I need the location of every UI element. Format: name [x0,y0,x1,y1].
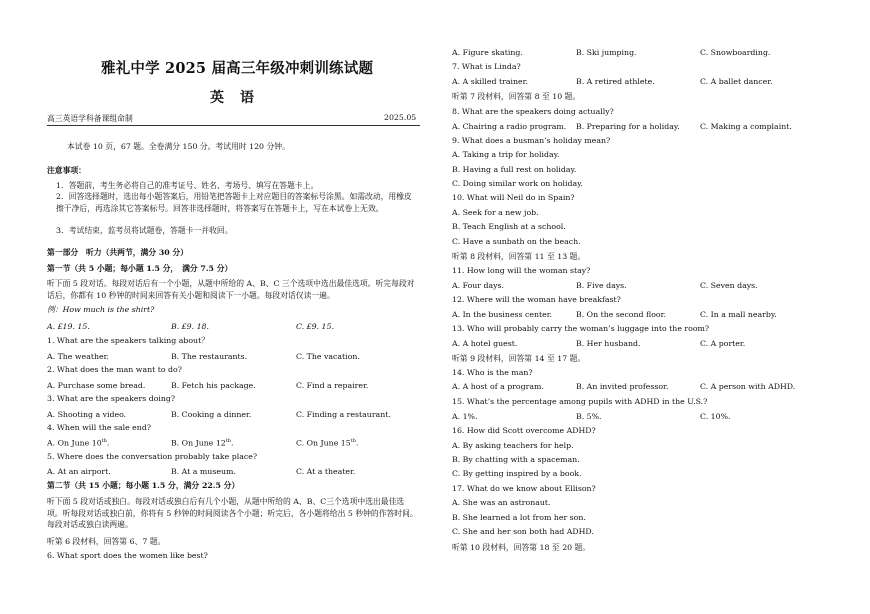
question-6: 6. What sport does the women like best? [47,551,208,560]
q10-option-a: A. Seek for a new job. [452,208,539,217]
q7-option-b: B. A retired athlete. [576,77,655,86]
question-10: 10. What will Neil do in Spain? [452,193,575,202]
q9-option-b: B. Having a full rest on holiday. [452,165,577,174]
prep-group: 高三英语学科备课组命制 [47,114,133,123]
q3-option-a: A. Shooting a video. [47,410,127,419]
example-label: 例： [47,305,63,314]
q4-option-a-sup: th [101,438,107,444]
question-13: 13. Who will probably carry the woman’s luggage into the room? [452,324,710,333]
q14-option-b: B. An invited professor. [576,382,669,391]
intro-text: 本试卷 10 页，67 题。全卷满分 150 分。考试用时 120 分钟。 [67,142,290,151]
q10-option-c: C. Have a sunbath on the beach. [452,237,581,246]
q5-option-b: B. At a museum. [171,467,236,476]
question-5: 5. Where does the conversation probably take place? [47,452,258,461]
q4-option-b-text: B. On June 12 [171,438,226,448]
part1-title: 第一部分 听力（共两节，满分 30 分） [47,248,189,257]
question-2: 2. What does the man want to do? [47,365,182,374]
instruction-10: 听第 10 段材料，回答第 18 至 20 题。 [452,543,591,552]
q2-option-b: B. Fetch his package. [171,381,256,390]
instruction-6: 听第 6 段材料，回答第 6、7 题。 [47,537,166,546]
q5-option-c: C. At a theater. [296,467,356,476]
q3-option-b: B. Cooking a dinner. [171,410,252,419]
q6-option-c: C. Snowboarding. [700,48,771,57]
q4-option-c-text: C. On June 15 [296,438,351,448]
question-17: 17. What do we know about Ellison? [452,484,596,493]
q2-option-a: A. Purchase some bread. [47,381,146,390]
q1-option-c: C. The vacation. [296,352,360,361]
q4-option-c [296,438,358,448]
q6-option-a: A. Figure skating. [452,48,523,57]
q12-option-c: C. In a mall nearby. [700,310,777,319]
q10-option-b: B. Teach English at a school. [452,222,566,231]
q16-option-c: C. By getting inspired by a book. [452,469,582,478]
example-question [47,303,154,318]
q4-option-a-text: A. On June 10 [47,438,102,448]
q16-option-b: B. By chatting with a spaceman. [452,455,580,464]
notice-item-1: 1．答题前，考生务必将自己的准考证号、姓名、考场号、填写在答题卡上。 [56,181,319,190]
q4-option-b-tail: . [231,438,234,448]
question-8: 8. What are the speakers doing actually? [452,107,614,116]
q9-option-a: A. Taking a trip for holiday. [452,150,560,159]
q3-option-c: C. Finding a restaurant. [296,410,391,419]
question-15: 15. What’s the percentage among pupils with ADHD in the U.S.? [452,397,708,406]
q4-option-b [171,438,233,448]
question-12: 12. Where will the woman have breakfast? [452,295,621,304]
header-rule [47,125,420,126]
question-11: 11. How long will the woman stay? [452,266,591,275]
q12-option-b: B. On the second floor. [576,310,666,319]
example-option-c: C. £9. 15. [296,322,334,331]
q15-option-a: A. 1%. [452,412,478,421]
q7-option-a: A. A skilled trainer. [452,77,528,86]
q8-option-c: C. Making a complaint. [700,122,792,131]
instruction-8: 听第 8 段材料，回答第 11 至 13 题。 [452,252,586,261]
q6-option-b: B. Ski jumping. [576,48,637,57]
notice-item-2: 2．回答选择题时，选出每小题答案后，用铅笔把答题卡上对应题目的答案标号涂黑。如需改动，用橡皮擦干净后，再选涂其它答案标号。回答非选择题时，将答案写在答题卡上，写在本试卷上无效。 [56,192,412,213]
section2-instructions: 听下面 5 段对话或独白。每段对话或独白后有几个小题，从题中所给的 A、B、C三个选项中选出最佳选项。听每段对话或独白前，你将有 5 秒钟的时间阅读各个小题；听完后，各小题将给出 5 秒钟的作答时间。每段对话或独白读两遍。 [47,497,418,529]
q4-option-c-sup: th [350,438,356,444]
section2-title: 第二节（共 15 小题；每小题 1.5 分，满分 22.5 分） [47,481,240,490]
instruction-9: 听第 9 段材料，回答第 14 至 17 题。 [452,354,586,363]
q14-option-a: A. A host of a program. [452,382,544,391]
q4-option-b-sup: th [225,438,231,444]
q1-option-a: A. The weather. [47,352,109,361]
exam-title: 雅礼中学 2025 届高三年级冲刺训练试题 [101,60,374,77]
question-16: 16. How did Scott overcome ADHD? [452,426,596,435]
q12-option-a: A. In the business center. [452,310,553,319]
q5-option-a: A. At an airport. [47,467,111,476]
q7-option-c: C. A ballet dancer. [700,77,773,86]
q15-option-b: B. 5%. [576,412,602,421]
q17-option-a: A. She was an astronaut. [452,498,551,507]
exam-date: 2025.05 [384,113,417,122]
q1-option-b: B. The restaurants. [171,352,248,361]
q17-option-b: B. She learned a lot from her son. [452,513,586,522]
section1-title: 第一节（共 5 小题；每小题 1.5 分， 满分 7.5 分） [47,264,233,273]
q14-option-c: C. A person with ADHD. [700,382,796,391]
notice-title: 注意事项： [47,166,86,175]
instruction-7: 听第 7 段材料，回答第 8 至 10 题。 [452,92,581,101]
q16-option-a: A. By asking teachers for help. [452,441,574,450]
example-option-b: B. £9. 18. [171,322,209,331]
q11-option-a: A. Four days. [452,281,505,290]
q2-option-c: C. Find a repairer. [296,381,369,390]
q11-option-c: C. Seven days. [700,281,758,290]
section1-instructions: 听下面 5 段对话。每段对话后有一个小题，从题中所给的 A、B、C 三个选项中选出最佳选项。听完每段对话后，你都有 10 秒钟的时间来回答有关小题和阅读下一小题。每段对话仅读一遍。 [47,279,415,300]
question-1: 1. What are the speakers talking about？ [47,336,209,345]
question-7: 7. What is Linda? [452,62,521,71]
q15-option-c: C. 10%. [700,412,731,421]
question-4: 4. When will the sale end? [47,423,151,432]
q4-option-a-tail: . [106,438,110,448]
q13-option-c: C. A porter. [700,339,746,348]
q8-option-a: A. Chairing a radio program. [452,122,567,131]
example-option-a: A. £19. 15. [47,322,90,331]
q8-option-b: B. Preparing for a holiday. [576,122,680,131]
q9-option-c: C. Doing similar work on holiday. [452,179,583,188]
q13-option-a: A. A hotel guest. [452,339,518,348]
q13-option-b: B. Her husband. [576,339,641,348]
question-14: 14. Who is the man? [452,368,533,377]
q11-option-b: B. Five days. [576,281,627,290]
exam-subject: 英语 [210,90,270,106]
q17-option-c: C. She and her son both had ADHD. [452,527,594,536]
example-text: How much is the shirt? [62,305,155,314]
q4-option-c-tail: . [355,438,359,448]
question-9: 9. What does a busman’s holiday mean? [452,136,611,145]
notice-item-3: 3．考试结束，监考员将试题卷，答题卡一并收回。 [56,226,233,235]
question-3: 3. What are the speakers doing? [47,394,176,403]
q4-option-a [47,438,109,448]
